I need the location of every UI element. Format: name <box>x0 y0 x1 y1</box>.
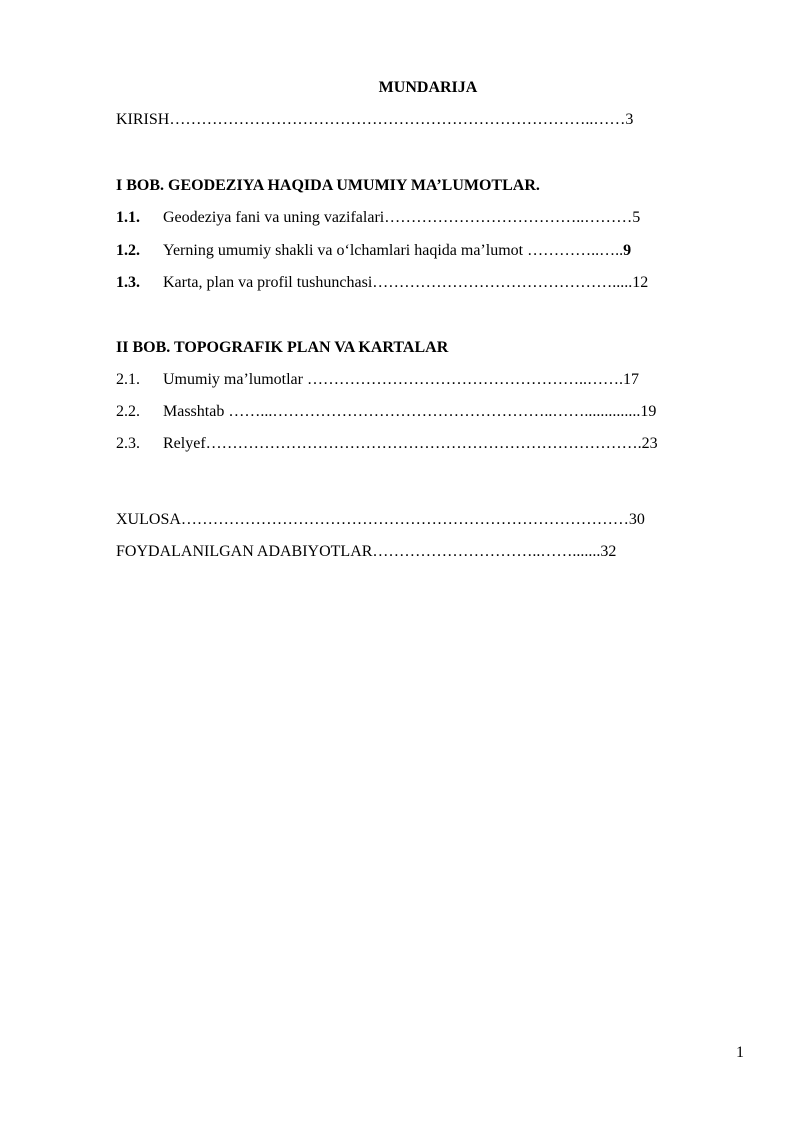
section-page: 9 <box>623 242 632 259</box>
toc-entry-conclusion: XULOSA…………………………………………………………………………30 <box>116 511 645 528</box>
section-title: Geodeziya fani va uning vazifalari………………………………..………5 <box>163 209 641 226</box>
toc-entry-references: FOYDALANILGAN ADABIYOTLAR…………………………..…….......32 <box>116 543 617 560</box>
chapter-1-heading: I BOB. GEODEZIYA HAQIDA UMUMIY MA’LUMOTLAR. <box>116 177 540 194</box>
toc-entry-2-1 <box>0 370 800 390</box>
toc-title: MUNDARIJA <box>378 79 478 96</box>
toc-entry-intro: KIRISH……………………………………………………………………..……3 <box>116 111 634 128</box>
section-title: Yerning umumiy shakli va oʻlchamlari haqida ma’lumot …………..….. <box>163 242 624 259</box>
section-number: 1.3. <box>116 274 140 291</box>
section-number: 2.1. <box>116 371 140 388</box>
toc-entry-1-3 <box>0 273 800 293</box>
section-title: Masshtab ……...……………………………………………..……..............19 <box>163 403 657 420</box>
page-number: 1 <box>736 1044 744 1061</box>
toc-entry-1-2 <box>0 241 800 261</box>
section-number: 1.1. <box>116 209 140 226</box>
section-number: 1.2. <box>116 242 140 259</box>
section-number: 2.3. <box>116 435 140 452</box>
section-number: 2.2. <box>116 403 140 420</box>
toc-entry-1-1 <box>0 208 800 228</box>
section-title: Relyef……………………………………………………………………….23 <box>163 435 658 452</box>
section-title: Umumiy ma’lumotlar ……………………………………………..…….17 <box>163 371 639 388</box>
section-title: Karta, plan va profil tushunchasi……………………………………….....12 <box>163 274 649 291</box>
chapter-2-heading: II BOB. TOPOGRAFIK PLAN VA KARTALAR <box>116 339 449 356</box>
toc-entry-2-2 <box>0 402 800 422</box>
toc-entry-2-3 <box>0 434 800 454</box>
